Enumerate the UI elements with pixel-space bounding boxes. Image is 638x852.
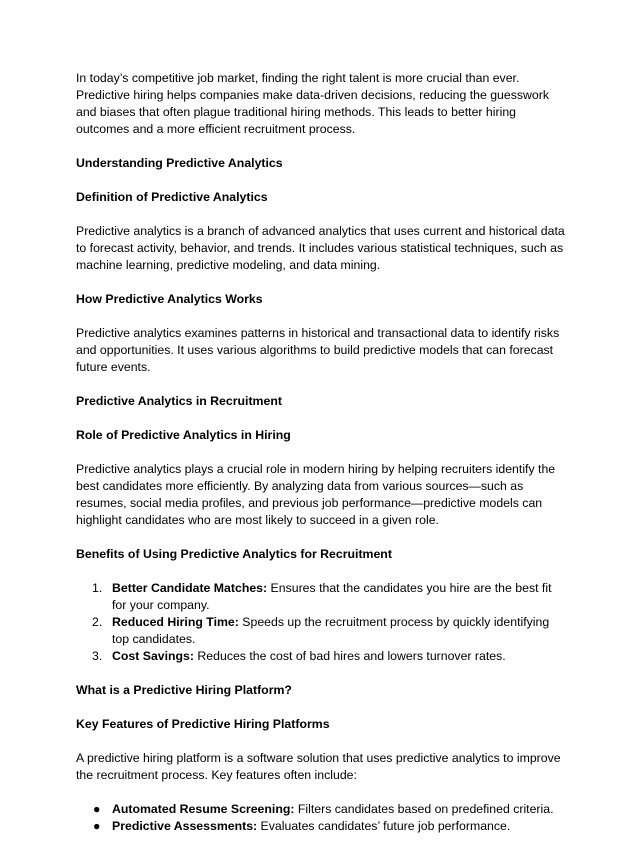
list-item	[76, 801, 566, 818]
bullet-icon: ●	[93, 819, 101, 833]
item-text: Speeds up the recruitment process by quickly identifying top candidates.	[112, 615, 550, 646]
role-paragraph: Predictive analytics plays a crucial role in modern hiring by helping recruiters identify the best candidates more efficiently. By analyzing data from various sources—such as resumes, social media profiles, and previous job performance—predictive models can highlight candidates who are most likely to succeed in a given role.	[76, 462, 556, 527]
item-title: Cost Savings:	[112, 649, 194, 663]
benefits-list	[76, 580, 566, 665]
key-features-paragraph: A predictive hiring platform is a software solution that uses predictive analytics to improve the recruitment process. Key features often include:	[76, 751, 561, 782]
heading-understanding: Understanding Predictive Analytics	[76, 156, 283, 170]
list-number: 3.	[92, 649, 103, 663]
heading-benefits: Benefits of Using Predictive Analytics for Recruitment	[76, 547, 392, 561]
item-text: Ensures that the candidates you hire are the best fit for your company.	[112, 581, 552, 612]
item-title: Reduced Hiring Time:	[112, 615, 239, 629]
bullet-icon: ●	[93, 802, 101, 816]
item-title: Predictive Assessments:	[112, 819, 258, 833]
document-page	[76, 70, 566, 852]
features-list	[76, 801, 566, 835]
list-number: 1.	[92, 581, 103, 595]
item-title: Automated Resume Screening:	[112, 802, 295, 816]
intro-paragraph: In today’s competitive job market, finding the right talent is more crucial than ever. Predictive hiring helps companies make data-driven decisions, reducing the guesswork and biases that often plague traditional hiring methods. This leads to better hiring outcomes and a more efficient recruitment process.	[76, 71, 549, 136]
heading-definition: Definition of Predictive Analytics	[76, 190, 268, 204]
heading-role: Role of Predictive Analytics in Hiring	[76, 428, 291, 442]
item-text: Evaluates candidates’ future job performance.	[257, 819, 511, 833]
item-text: Filters candidates based on predefined criteria.	[294, 802, 554, 816]
how-it-works-paragraph: Predictive analytics examines patterns in historical and transactional data to identify risks and opportunities. It uses various algorithms to build predictive models that can forecast future events.	[76, 326, 560, 374]
heading-in-recruitment: Predictive Analytics in Recruitment	[76, 394, 282, 408]
list-item	[76, 580, 566, 614]
list-item	[76, 614, 566, 648]
heading-platform: What is a Predictive Hiring Platform?	[76, 683, 292, 697]
item-text: Reduces the cost of bad hires and lowers turnover rates.	[194, 649, 506, 663]
list-number: 2.	[92, 615, 103, 629]
heading-how-it-works: How Predictive Analytics Works	[76, 292, 263, 306]
list-item	[76, 648, 566, 665]
list-item	[76, 818, 566, 835]
definition-paragraph: Predictive analytics is a branch of advanced analytics that uses current and historical data to forecast activity, behavior, and trends. It includes various statistical techniques, such as machine learning, predictive modeling, and data mining.	[76, 224, 565, 272]
heading-key-features: Key Features of Predictive Hiring Platforms	[76, 717, 330, 731]
item-title: Better Candidate Matches:	[112, 581, 268, 595]
